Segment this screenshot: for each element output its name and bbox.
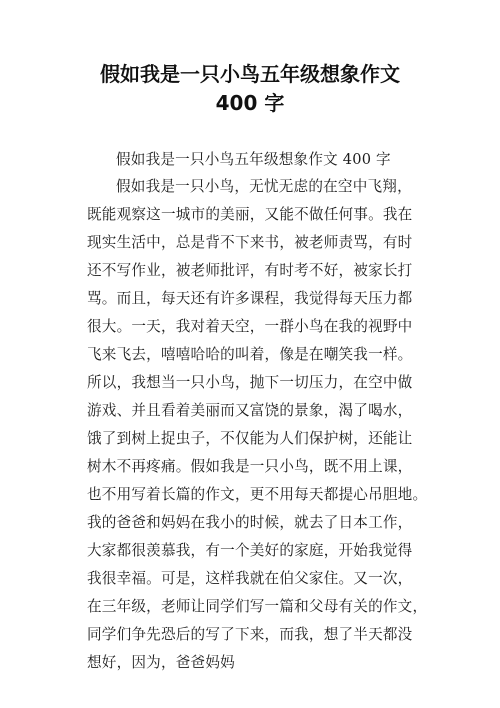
essay-paragraph-line: 骂。而且，每天还有许多课程，我觉得每天压力都 (87, 290, 413, 307)
essay-paragraph-line: 所以，我想当一只小鸟，抛下一切压力，在空中做 (87, 374, 413, 391)
essay-paragraph-line: 既能观察这一城市的美丽，又能不做任何事。我在 (87, 206, 413, 223)
essay-paragraph-line: 飞来飞去，嘻嘻哈哈的叫着，像是在嘲笑我一样。 (87, 346, 413, 363)
essay-paragraph-line: 树木不再疼痛。假如我是一只小鸟，既不用上课， (87, 458, 413, 475)
document-title-line-2: 400 字 (215, 91, 285, 115)
essay-paragraph-line: 大家都很羡慕我，有一个美好的家庭，开始我觉得 (87, 542, 413, 559)
essay-paragraph-line: 同学们争先恐后的写了下来，而我，想了半天都没 (87, 626, 413, 643)
essay-paragraph-line: 想好，因为，爸爸妈妈 (87, 654, 235, 671)
essay-paragraph-line: 也不用写着长篇的作文，更不用每天都提心吊胆地。 (87, 486, 428, 503)
essay-paragraph-line: 现实生活中，总是背不下来书，被老师责骂，有时 (87, 234, 413, 251)
essay-paragraph-line: 很大。一天，我对着天空，一群小鸟在我的视野中 (87, 318, 413, 335)
essay-paragraph-line: 还不写作业，被老师批评，有时考不好，被家长打 (87, 262, 413, 279)
essay-paragraph-line: 在三年级，老师让同学们写一篇和父母有关的作文， (87, 598, 428, 615)
essay-paragraph-line: 我很幸福。可是，这样我就在伯父家住。又一次， (87, 570, 413, 587)
document-title-line-1: 假如我是一只小鸟五年级想象作文 (100, 62, 400, 86)
essay-paragraph-line: 饿了到树上捉虫子，不仅能为人们保护树，还能让 (87, 430, 413, 447)
essay-subtitle-line: 假如我是一只小鸟五年级想象作文 400 字 (116, 151, 391, 168)
essay-paragraph-line: 我的爸爸和妈妈在我小的时候，就去了日本工作， (87, 514, 413, 531)
essay-paragraph-line: 游戏、并且看着美丽而又富饶的景象，渴了喝水， (87, 402, 413, 419)
essay-paragraph-line: 假如我是一只小鸟，无忧无虑的在空中飞翔， (116, 178, 412, 195)
